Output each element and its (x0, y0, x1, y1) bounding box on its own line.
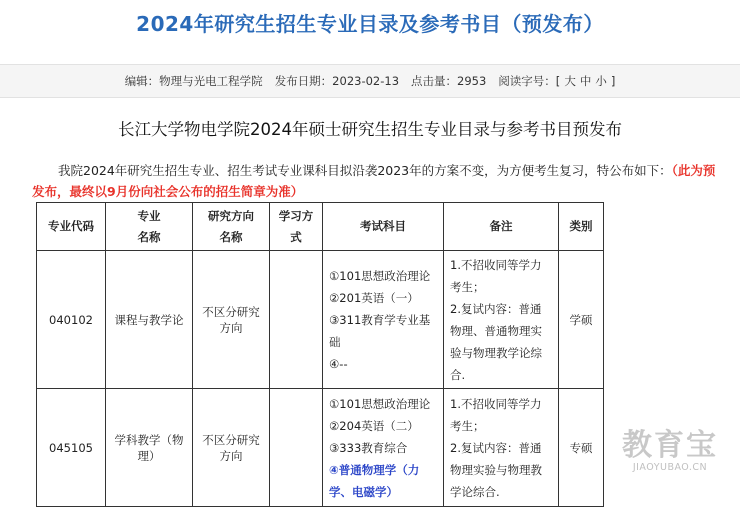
editor-info: 编辑：物理与光电工程学院 (124, 74, 263, 88)
table-row (37, 389, 604, 507)
watermark-domain: JIAOYUBAO.CN (632, 462, 708, 473)
font-size-large-link[interactable]: 大 (564, 74, 576, 88)
font-size-bracket: ] (610, 74, 616, 88)
article-title: 长江大学物电学院2024年硕士研究生招生专业目录与参考书目预发布 (118, 120, 622, 139)
font-size-small-link[interactable]: 小 (595, 74, 607, 88)
cell-study-mode (270, 389, 323, 507)
cell-study-mode (270, 251, 323, 389)
font-size-label: 阅读字号：[ (498, 74, 561, 88)
cell-direction: 不区分研究 方向 (193, 389, 270, 507)
highlighted-subject: ④普通物理学（力 (329, 462, 420, 477)
header-study-mode: 学习方 式 (270, 203, 323, 251)
cell-subjects: ①101思想政治理论 ②204英语（二） ③333教育综合 ④普通物理学（力 学、电磁学） (323, 389, 444, 507)
watermark-logo: 教育宝 (622, 428, 718, 463)
header-category: 类别 (559, 203, 604, 251)
highlighted-subject: 学、电磁学） (329, 484, 398, 499)
header-subjects: 考试科目 (323, 203, 444, 251)
program-table (36, 202, 604, 507)
header-notes: 备注 (444, 203, 559, 251)
site-watermark (606, 420, 734, 473)
article-meta-bar (0, 64, 740, 98)
cell-notes: 1.不招收同等学力 考生； 2.复试内容：普通 物理、普通物理实 验与物理教学论综 合. (444, 251, 559, 389)
cell-direction: 不区分研究 方向 (193, 251, 270, 389)
intro-paragraph (32, 160, 722, 202)
table-row (37, 251, 604, 389)
cell-name: 学科教学（物 理） (106, 389, 193, 507)
cell-notes: 1.不招收同等学力 考生； 2.复试内容：普通 物理实验与物理教 学论综合. (444, 389, 559, 507)
cell-category: 专硕 (559, 389, 604, 507)
intro-text: 我院2024年研究生招生专业、招生考试专业课科目拟沿袭2023年的方案不变，为方便考生复习，特公布如下： (58, 163, 672, 178)
cell-name: 课程与教学论 (106, 251, 193, 389)
cell-subjects: ①101思想政治理论 ②201英语（一） ③311教育学专业基 础 ④-- (323, 251, 444, 389)
page-title: 2024年研究生招生专业目录及参考书目（预发布） (136, 12, 604, 36)
cell-category: 学硕 (559, 251, 604, 389)
header-code: 专业代码 (37, 203, 106, 251)
header-direction: 研究方向 名称 (193, 203, 270, 251)
publish-date: 发布日期：2023-02-13 (274, 74, 400, 88)
table-header-row (37, 203, 604, 251)
pre-release-notice: （此为预发布，最终以9月份向社会公布的招生简章为准） (32, 163, 716, 199)
cell-code: 040102 (37, 251, 106, 389)
cell-code: 045105 (37, 389, 106, 507)
font-size-medium-link[interactable]: 中 (579, 74, 592, 88)
header-name: 专业 名称 (106, 203, 193, 251)
hit-count: 点击量：2953 (411, 74, 487, 88)
